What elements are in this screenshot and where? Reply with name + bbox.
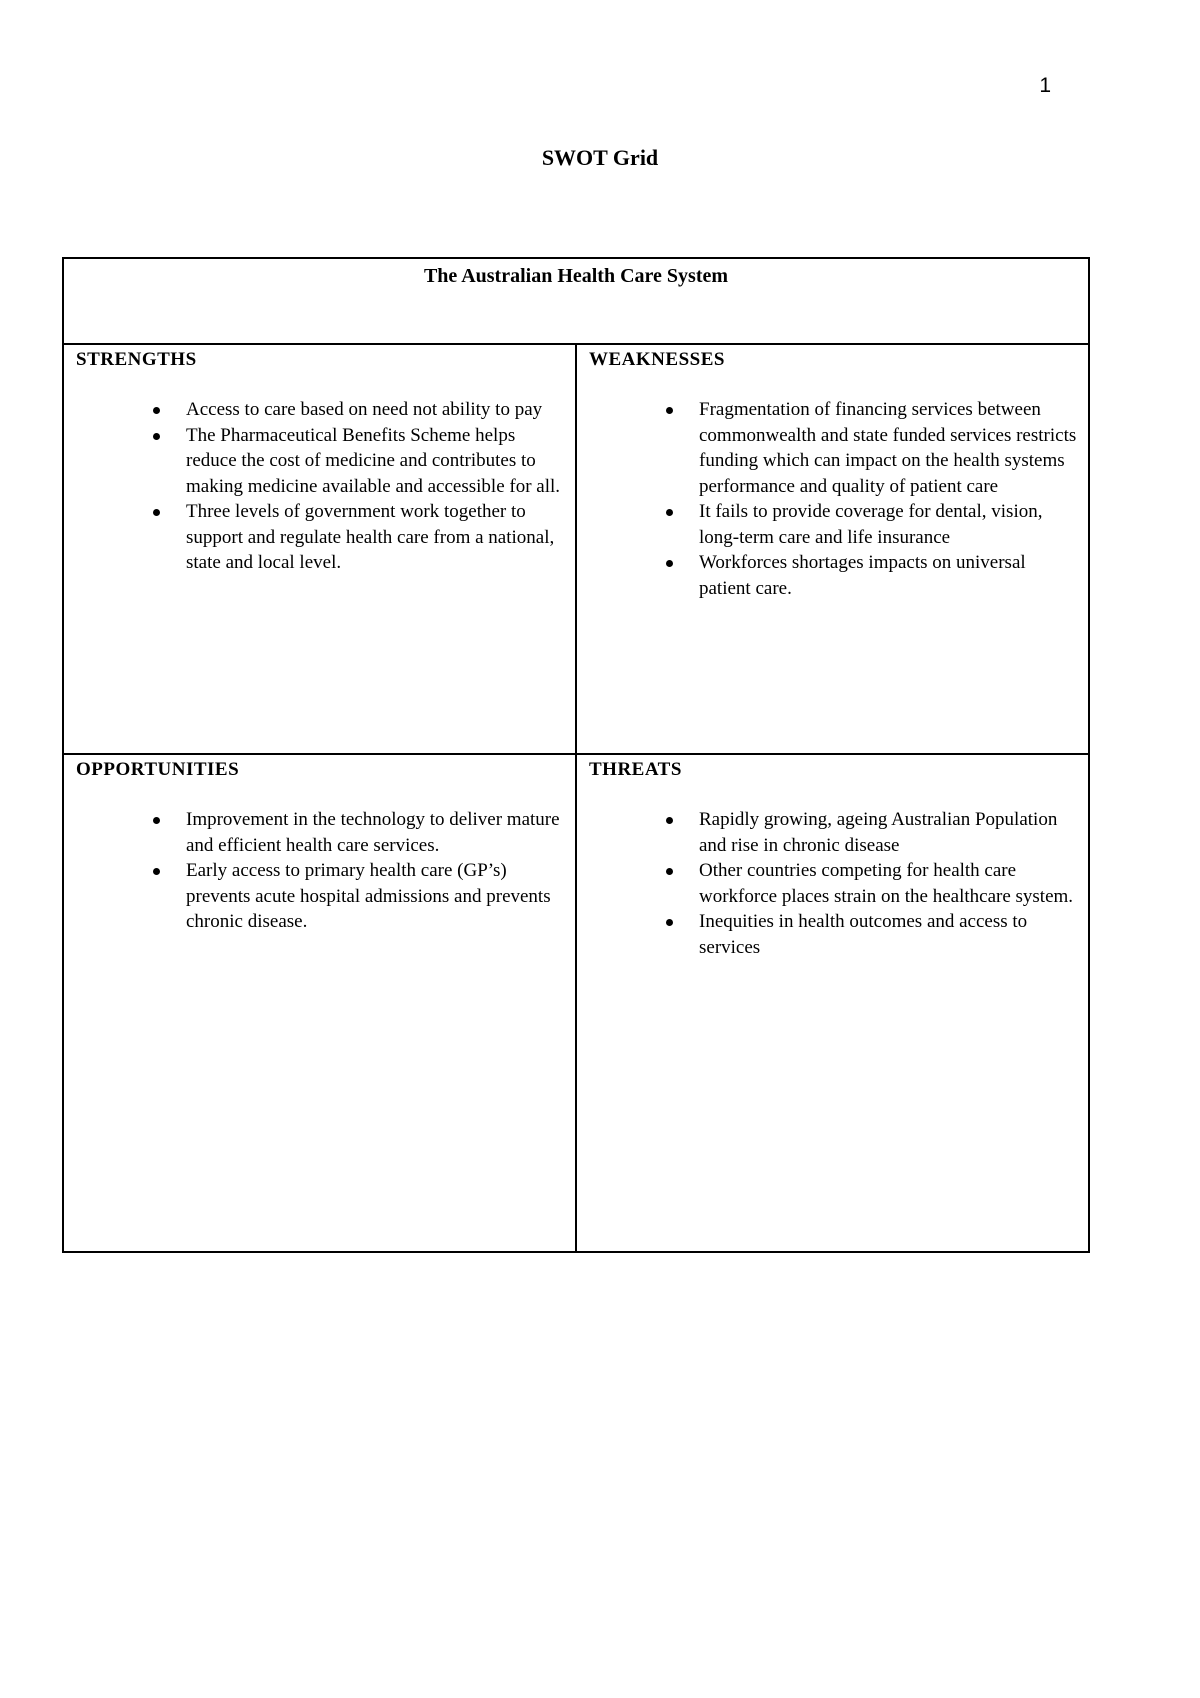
weaknesses-item-text: It fails to provide coverage for dental, vision, long-term care and life insurance: [699, 501, 1043, 548]
strengths-item: [186, 423, 565, 500]
strengths-item-text: The Pharmaceutical Benefits Scheme helps reduce the cost of medicine and contributes to making medicine available and accessible for all.: [186, 424, 561, 497]
strengths-cell: [63, 344, 576, 754]
threats-item-text: Inequities in health outcomes and access to services: [699, 911, 1028, 958]
threats-list: [577, 807, 1088, 960]
strengths-item: [186, 499, 565, 576]
strengths-item-text: Three levels of government work together to support and regulate health care from a national, state and local level.: [186, 501, 555, 573]
bullet-icon: [666, 560, 673, 567]
opportunities-item: [186, 807, 565, 858]
threats-cell: [576, 754, 1089, 1252]
strengths-list: [64, 397, 575, 576]
swot-table: [62, 257, 1090, 1253]
strengths-item: [186, 397, 565, 423]
threats-item: [699, 858, 1078, 909]
bullet-icon: [666, 407, 673, 414]
threats-heading: THREATS: [589, 759, 682, 780]
weaknesses-cell: [576, 344, 1089, 754]
bullet-icon: [666, 817, 673, 824]
bullet-icon: [153, 433, 160, 440]
opportunities-item-text: Improvement in the technology to deliver mature and efficient health care services.: [186, 809, 560, 856]
table-header-row: [63, 258, 1089, 344]
strengths-heading: STRENGTHS: [76, 349, 197, 370]
strengths-item-text: Access to care based on need not ability to pay: [186, 399, 543, 420]
weaknesses-item-text: Fragmentation of financing services between commonwealth and state funded services restricts funding which can impact on the health systems performance and quality of patient care: [699, 399, 1077, 497]
weaknesses-item-text: Workforces shortages impacts on universal patient care.: [699, 552, 1026, 599]
bullet-icon: [666, 919, 673, 926]
bullet-icon: [666, 509, 673, 516]
threats-item-text: Rapidly growing, ageing Australian Population and rise in chronic disease: [699, 809, 1058, 856]
threats-item-text: Other countries competing for health care workforce places strain on the healthcare system.: [699, 860, 1074, 907]
bullet-icon: [153, 868, 160, 875]
table-header-title: The Australian Health Care System: [423, 265, 729, 287]
opportunities-item: [186, 858, 565, 935]
opportunities-item-text: Early access to primary health care (GP’s) prevents acute hospital admissions and prevents chronic disease.: [186, 860, 551, 932]
opportunities-cell: [63, 754, 576, 1252]
weaknesses-item: [699, 550, 1078, 601]
page-number: 1: [1039, 74, 1051, 97]
document-title: SWOT Grid: [541, 145, 659, 170]
weaknesses-list: [577, 397, 1088, 601]
swot-row-bottom: [63, 754, 1089, 1252]
swot-row-top: [63, 344, 1089, 754]
bullet-icon: [153, 407, 160, 414]
bullet-icon: [666, 868, 673, 875]
opportunities-heading: OPPORTUNITIES: [76, 759, 240, 780]
bullet-icon: [153, 817, 160, 824]
weaknesses-heading: WEAKNESSES: [589, 349, 725, 370]
threats-item: [699, 909, 1078, 960]
table-header-cell: [63, 258, 1089, 344]
threats-item: [699, 807, 1078, 858]
opportunities-list: [64, 807, 575, 935]
bullet-icon: [153, 509, 160, 516]
weaknesses-item: [699, 499, 1078, 550]
weaknesses-item: [699, 397, 1078, 499]
